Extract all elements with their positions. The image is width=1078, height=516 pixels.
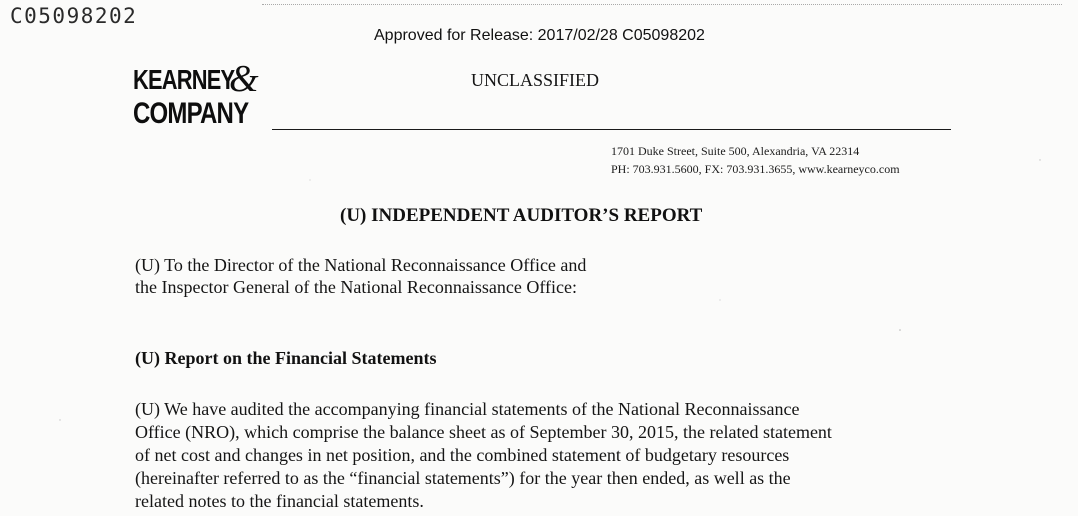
salutation: [135, 254, 586, 298]
report-title: (U) INDEPENDENT AUDITOR’S REPORT: [340, 205, 703, 226]
release-line: Approved for Release: 2017/02/28 C05098202: [374, 27, 705, 44]
logo-word-kearney: KEARNEY: [133, 64, 235, 95]
salutation-line: (U) To the Director of the National Reconnaissance Office and: [135, 255, 587, 275]
paragraph-line: Office (NRO), which comprise the balance sheet as of September 30, 2015, the related statement: [135, 422, 832, 442]
classification-marking: UNCLASSIFIED: [471, 70, 600, 90]
top-dotted-line: [262, 4, 1062, 5]
address-street: 1701 Duke Street, Suite 500, Alexandria, VA 22314: [611, 144, 860, 158]
document-id-stamp: C05098202: [10, 4, 138, 28]
paragraph-line: related notes to the financial statements.: [135, 491, 424, 511]
section-heading: (U) Report on the Financial Statements: [135, 348, 437, 368]
letterhead-address: [611, 142, 900, 178]
paragraph-line: of net cost and changes in net position, and the combined statement of budgetary resources: [135, 445, 790, 465]
paragraph-line: (U) We have audited the accompanying financial statements of the National Reconnaissance: [135, 399, 800, 419]
company-logo: [133, 58, 273, 136]
salutation-line: the Inspector General of the National Reconnaissance Office:: [135, 277, 577, 297]
logo-word-company: COMPANY: [133, 97, 249, 130]
address-contact: PH: 703.931.5600, FX: 703.931.3655, www.kearneyco.com: [611, 162, 900, 176]
letterhead-rule: [272, 129, 951, 130]
paragraph-line: (hereinafter referred to as the “financial statements”) for the year then ended, as well as the: [135, 468, 791, 488]
logo-ampersand: &: [229, 58, 259, 100]
body-paragraph: [135, 398, 955, 513]
